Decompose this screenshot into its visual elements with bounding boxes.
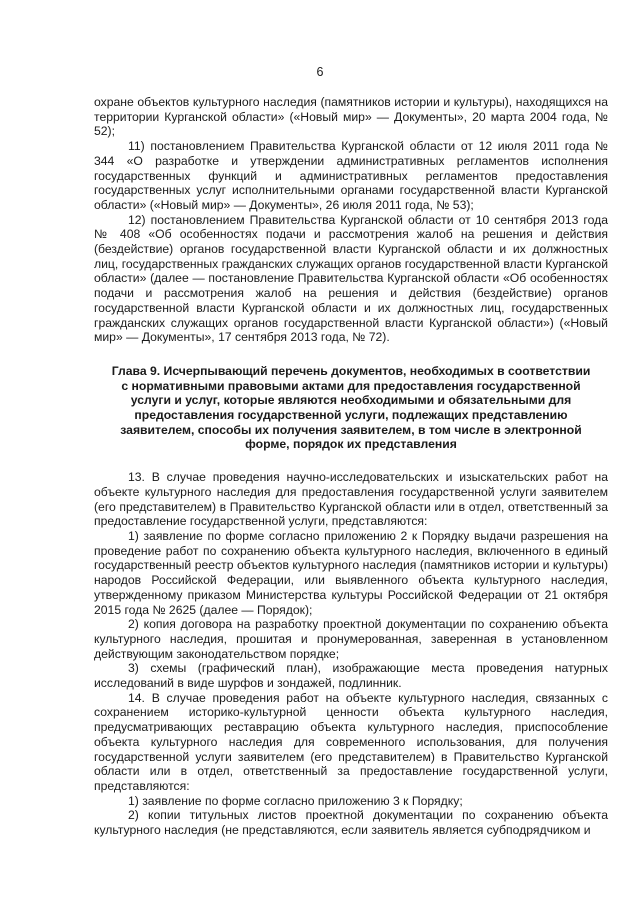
paragraph-13-item-1: 1) заявление по форме согласно приложению 2 к Порядку выдачи разрешения на проведение работ по сохранению объекта культурного наследия, включенного в единый государственный реестр объектов культурного наследия (памятников истории и культуры) народов Российской Федерации, или выявленного объекта культурного наследия, утвержденному приказом Министерства культуры Российской Федерации от 21 октября 2015 года № 2625 (далее — Порядок);: [94, 528, 608, 617]
paragraph-item-11: 11) постановлением Правительства Курганской области от 12 июля 2011 года № 344 «О разработке и утверждении административных регламентов исполнения государственных функций и административных регламентов предоставления государственных услуг исполнительными органами государственной власти Курганской области» («Новый мир» — Документы», 26 июля 2011 года, № 53);: [94, 139, 608, 212]
paragraph-item-12: 12) постановлением Правительства Курганской области от 10 сентября 2013 года № 408 «Об особенностях подачи и рассмотрения жалоб на решения и действия (бездействие) органов государственной власти Курганской области и их должностных лиц, государственных гражданских служащих органов государственной власти Курганской области» (далее — постановление Правительства Курганской области «Об особенностях подачи и рассмотрения жалоб на решения и действия (бездействие) органов государственной власти Курганской области и их должностных лиц, государственных гражданских служащих органов государственной власти Курганской области») («Новый мир» — Документы», 17 сентября 2013 года, № 72).: [94, 212, 608, 345]
paragraph-14-item-1: 1) заявление по форме согласно приложению 3 к Порядку;: [128, 793, 463, 808]
paragraph-13-item-3: 3) схемы (графический план), изображающие места проведения натурных исследований в виде шурфов и зондажей, подлинник.: [94, 661, 608, 691]
paragraph-14: 14. В случае проведения работ на объекте культурного наследия, связанных с сохранением историко-культурной ценности объекта культурного наследия, предусматривающих реставрацию объекта культурного наследия, приспособление объекта культурного наследия для современного использования, для получения государственной услуги заявителем (его представителем) в Правительство Курганской области или в отдел, ответственный за предоставление государственной услуги, представляются:: [94, 690, 608, 793]
page-number: 6: [316, 65, 324, 79]
paragraph-14-item-2: 2) копии титульных листов проектной документации по сохранению объекта культурного наследия (не представляются, если заявитель является субподрядчиком и: [94, 808, 608, 838]
paragraph-13-item-2: 2) копия договора на разработку проектной документации по сохранению объекта культурного наследия, прошитая и пронумерованная, заверенная в установленном действующим законодательством порядке;: [94, 617, 608, 661]
document-body: [94, 95, 608, 838]
chapter-heading: Глава 9. Исчерпывающий перечень документов, необходимых в соответствии с нормативными правовыми актами для предоставления государственной услуги и услуг, которые являются необходимыми и обязательными для предоставления государственной услуги, подлежащих представлению заявителем, способы их получения заявителем, в том числе в электронной форме, порядок их представления: [111, 363, 591, 452]
paragraph-continuation: охране объектов культурного наследия (памятников истории и культуры), находящихся на территории Курганской области» («Новый мир» — Документы», 20 марта 2004 года, № 52);: [94, 95, 608, 139]
paragraph-13: 13. В случае проведения научно-исследовательских и изыскательских работ на объекте культурного наследия для предоставления государственной услуги заявителем (его представителем) в Правительство Курганской области или в отдел, ответственный за предоставление государственной услуги, представляются:: [94, 470, 608, 529]
